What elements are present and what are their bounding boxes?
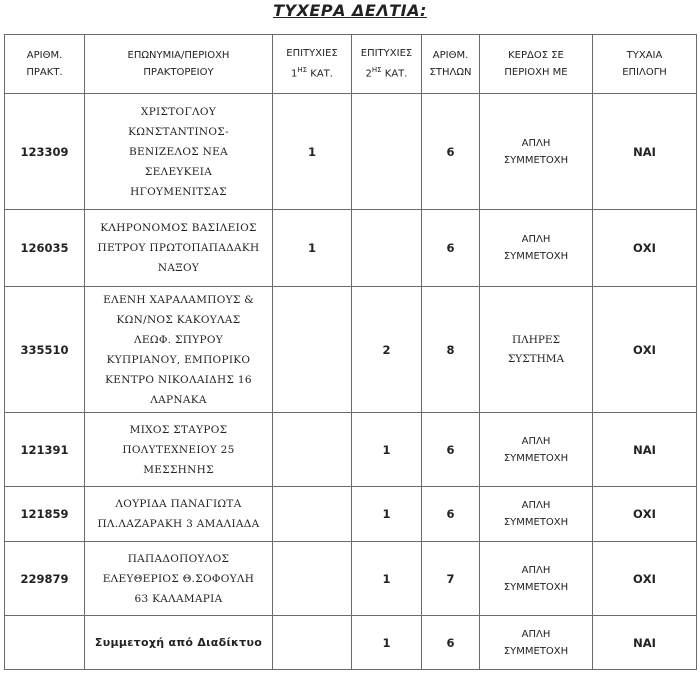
profit-area-cell: ΑΠΛΗ ΣΥΜΜΕΤΟΧΗ bbox=[480, 487, 593, 542]
profit-area-cell: ΑΠΛΗ ΣΥΜΜΕΤΟΧΗ bbox=[480, 94, 593, 210]
table-row bbox=[5, 413, 697, 487]
table-row bbox=[5, 616, 697, 670]
first-category-cell: 1 bbox=[273, 94, 352, 210]
first-category-cell: 1 bbox=[273, 210, 352, 287]
agency-number-cell: 121859 bbox=[5, 487, 85, 542]
second-category-cell: 1 bbox=[352, 542, 422, 616]
header-random-pick: ΤΥΧΑΙΑ ΕΠΙΛΟΓΗ bbox=[593, 35, 697, 94]
header-first-category: ΕΠΙΤΥΧΙΕΣ $1^{H\Sigma}$ ΚΑΤ. bbox=[273, 35, 352, 94]
agency-number-cell bbox=[5, 616, 85, 670]
random-pick-cell: ΟΧΙ bbox=[593, 287, 697, 413]
random-pick-cell: ΝΑΙ bbox=[593, 616, 697, 670]
agency-number-cell: 123309 bbox=[5, 94, 85, 210]
columns-cell: 7 bbox=[422, 542, 480, 616]
first-category-cell bbox=[273, 542, 352, 616]
header-columns: ΑΡΙΘΜ. ΣΤΗΛΩΝ bbox=[422, 35, 480, 94]
second-category-cell bbox=[352, 210, 422, 287]
header-second-category: ΕΠΙΤΥΧΙΕΣ $2^{H\Sigma}$ ΚΑΤ. bbox=[352, 35, 422, 94]
agency-name-cell: ΧΡΙΣΤΟΓΛΟΥ ΚΩΝΣΤΑΝΤΙΝΟΣ- ΒΕΝΙΖΕΛΟΣ ΝΕΑ ΣΕΛΕΥΚΕΙΑ ΗΓΟΥΜΕΝΙΤΣΑΣ bbox=[85, 94, 273, 210]
table-row bbox=[5, 210, 697, 287]
table-row bbox=[5, 287, 697, 413]
random-pick-cell: ΟΧΙ bbox=[593, 542, 697, 616]
profit-area-cell: ΠΛΗΡΕΣ ΣΥΣΤΗΜΑ bbox=[480, 287, 593, 413]
second-category-cell: 1 bbox=[352, 487, 422, 542]
random-pick-cell: ΝΑΙ bbox=[593, 413, 697, 487]
profit-area-cell: ΑΠΛΗ ΣΥΜΜΕΤΟΧΗ bbox=[480, 542, 593, 616]
agency-name-cell: ΛΟΥΡΙΔΑ ΠΑΝΑΓΙΩΤΑ ΠΛ.ΛΑΖΑΡΑΚΗ 3 ΑΜΑΛΙΑΔΑ bbox=[85, 487, 273, 542]
profit-area-cell: ΑΠΛΗ ΣΥΜΜΕΤΟΧΗ bbox=[480, 413, 593, 487]
columns-cell: 6 bbox=[422, 616, 480, 670]
table-row bbox=[5, 94, 697, 210]
agency-name-cell: ΚΛΗΡΟΝΟΜΟΣ ΒΑΣΙΛΕΙΟΣ ΠΕΤΡΟΥ ΠΡΩΤΟΠΑΠΑΔΑΚΗ ΝΑΞΟΥ bbox=[85, 210, 273, 287]
table-row bbox=[5, 542, 697, 616]
header-agency-name: ΕΠΩΝΥΜΙΑ/ΠΕΡΙΟΧΗ ΠΡΑΚΤΟΡΕΙΟΥ bbox=[85, 35, 273, 94]
second-category-cell: 2 bbox=[352, 287, 422, 413]
columns-cell: 8 bbox=[422, 287, 480, 413]
page-title: ΤΥΧΕΡΑ ΔΕΛΤΙΑ: bbox=[273, 1, 427, 20]
winning-tickets-table bbox=[4, 34, 697, 670]
first-category-cell bbox=[273, 616, 352, 670]
agency-name-cell: ΕΛΕΝΗ ΧΑΡΑΛΑΜΠΟΥΣ & ΚΩΝ/ΝΟΣ ΚΑΚΟΥΛΑΣ ΛΕΩΦ. ΣΠΥΡΟΥ ΚΥΠΡΙΑΝΟΥ, ΕΜΠΟΡΙΚΟ ΚΕΝΤΡΟ ΝΙΚΟΛΑΙΔΗΣ 16 ΛΑΡΝΑΚΑ bbox=[85, 287, 273, 413]
agency-name-cell: ΜΙΧΟΣ ΣΤΑΥΡΟΣ ΠΟΛΥΤΕΧΝΕΙΟΥ 25 ΜΕΣΣΗΝΗΣ bbox=[85, 413, 273, 487]
second-category-cell: 1 bbox=[352, 413, 422, 487]
columns-cell: 6 bbox=[422, 94, 480, 210]
agency-number-cell: 121391 bbox=[5, 413, 85, 487]
profit-area-cell: ΑΠΛΗ ΣΥΜΜΕΤΟΧΗ bbox=[480, 210, 593, 287]
header-agency-number: ΑΡΙΘΜ. ΠΡΑΚΤ. bbox=[5, 35, 85, 94]
agency-number-cell: 229879 bbox=[5, 542, 85, 616]
columns-cell: 6 bbox=[422, 413, 480, 487]
random-pick-cell: ΟΧΙ bbox=[593, 487, 697, 542]
agency-number-cell: 126035 bbox=[5, 210, 85, 287]
agency-name-cell: Συμμετοχή από Διαδίκτυο bbox=[85, 616, 273, 670]
second-category-cell bbox=[352, 94, 422, 210]
first-category-cell bbox=[273, 487, 352, 542]
agency-number-cell: 335510 bbox=[5, 287, 85, 413]
first-category-cell bbox=[273, 413, 352, 487]
profit-area-cell: ΑΠΛΗ ΣΥΜΜΕΤΟΧΗ bbox=[480, 616, 593, 670]
random-pick-cell: ΝΑΙ bbox=[593, 94, 697, 210]
agency-name-cell: ΠΑΠΑΔΟΠΟΥΛΟΣ ΕΛΕΥΘΕΡΙΟΣ Θ.ΣΟΦΟΥΛΗ 63 ΚΑΛΑΜΑΡΙΑ bbox=[85, 542, 273, 616]
header-profit-area: ΚΕΡΔΟΣ ΣΕ ΠΕΡΙΟΧΗ ΜΕ bbox=[480, 35, 593, 94]
table-header-row bbox=[5, 35, 697, 94]
random-pick-cell: ΟΧΙ bbox=[593, 210, 697, 287]
second-category-cell: 1 bbox=[352, 616, 422, 670]
table-row bbox=[5, 487, 697, 542]
columns-cell: 6 bbox=[422, 210, 480, 287]
first-category-cell bbox=[273, 287, 352, 413]
columns-cell: 6 bbox=[422, 487, 480, 542]
